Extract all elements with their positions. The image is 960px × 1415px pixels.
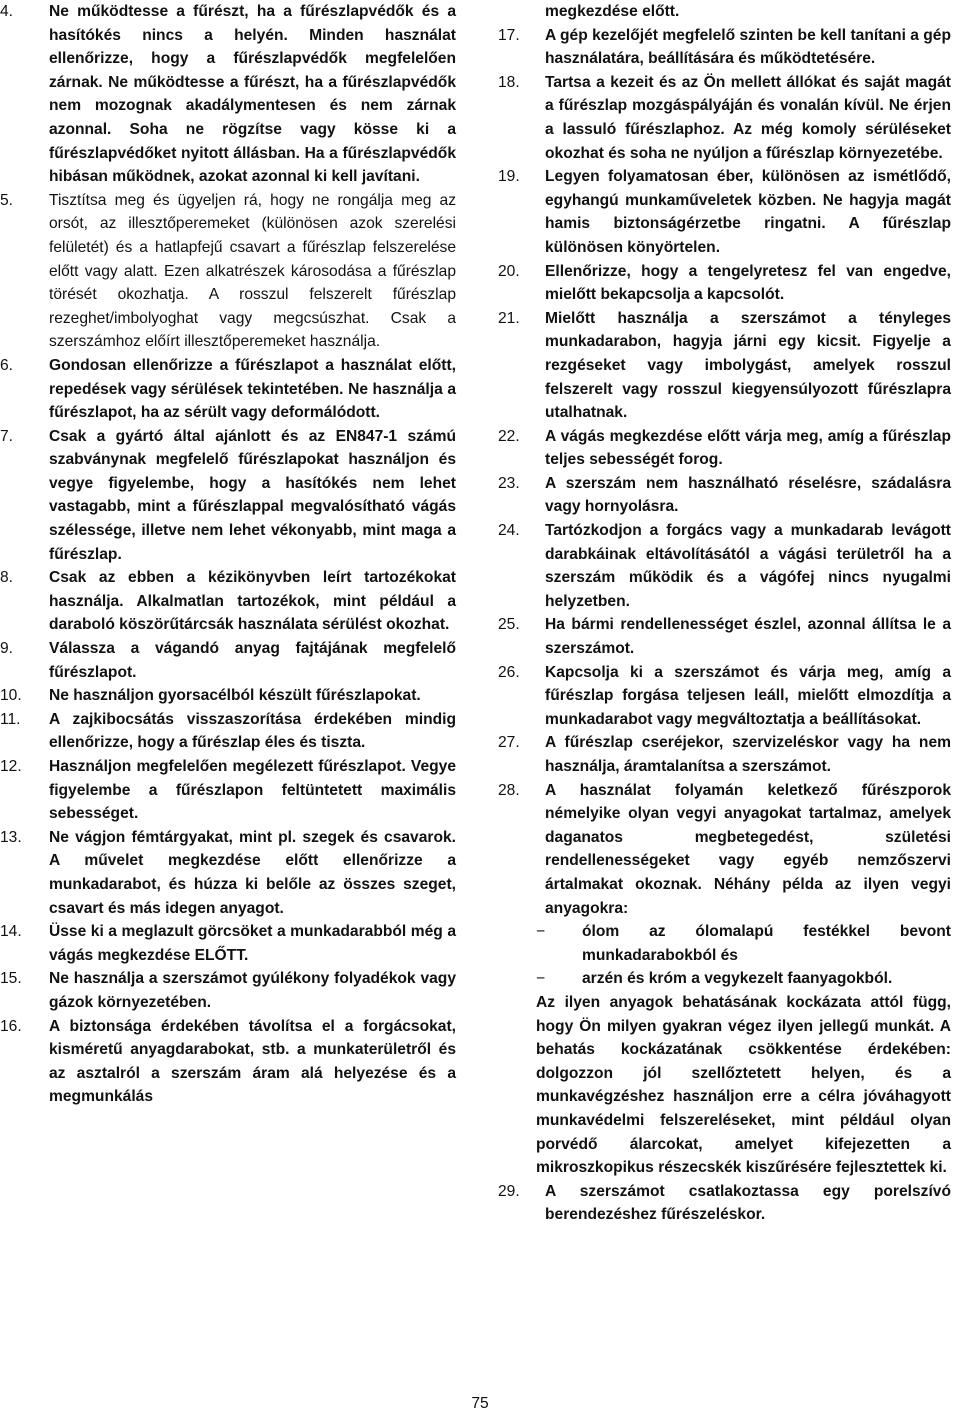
item-text: Üsse ki a meglazult görcsöket a munkadarabból még a vágás megkezdése ELŐTT.: [49, 923, 456, 964]
item-text: Tisztítsa meg és ügyeljen rá, hogy ne rongálja meg az orsót, az illesztőperemeket (különösen azok szerelési felületét) és a hatlapfejű csavart a fűrészlap felszerelése előtt vagy alatt. Ezen alkatrészek károsodása a fűrészlap törését okozhatja. A rosszul felszerelt fűrészlap rezeghet/imbolyoghat vagy megcsúszhat. Csak a szerszámhoz előírt illesztőperemeket használja.: [49, 191, 456, 351]
list-item-9: [0, 637, 456, 684]
item-number: 27.: [498, 734, 520, 752]
list-item-27: [498, 731, 951, 778]
item-number: 16.: [0, 1017, 22, 1035]
sub-item-lead: [536, 920, 951, 967]
left-column: [0, 0, 456, 1109]
item-text: A szerszám nem használható réselésre, szádalásra vagy hornyolásra.: [545, 474, 951, 516]
list-item-8: [0, 566, 456, 637]
item-text: A fűrészlap cseréjekor, szervizeléskor vagy ha nem használja, áramtalanítsa a szerszámot.: [545, 734, 951, 775]
sub-item-text: arzén és króm a vegykezelt faanyagokból.: [582, 970, 893, 988]
item-number: 25.: [498, 616, 520, 634]
item-text: Ne használjon gyorsacélból készült fűrészlapokat.: [49, 687, 421, 705]
item-text: Csak az ebben a kézikönyvben leírt tartozékokat használja. Alkalmatlan tartozékok, mint például a daraboló köszörűtárcsák használata sérülést okozhat.: [49, 569, 456, 634]
sub-item-text: ólom az ólomalapú festékkel bevont munkadarabokból és: [582, 923, 951, 964]
list-item-13: [0, 826, 456, 920]
item-number: 23.: [498, 474, 520, 492]
list-item-22: [498, 425, 951, 472]
item-number: 6.: [0, 356, 14, 374]
item-text: Válassza a vágandó anyag fajtájának megfelelő fűrészlapot.: [49, 640, 456, 681]
item-16-continuation: megkezdése előtt.: [545, 3, 680, 20]
item-number: 24.: [498, 522, 520, 540]
page-number: 75: [471, 1395, 489, 1412]
item-number: 20.: [498, 262, 520, 280]
list-item-23: [498, 472, 951, 519]
item-number: 10.: [0, 687, 22, 705]
list-item-15: [0, 967, 456, 1014]
item-number: 26.: [498, 663, 520, 681]
list-item-4: [0, 0, 456, 189]
list-item-29: [498, 1180, 951, 1227]
item-number: 22.: [498, 427, 520, 445]
list-item-17: [498, 24, 951, 71]
item-text: A szerszámot csatlakoztassa egy porelszívó berendezéshez fűrészeléskor.: [545, 1182, 951, 1224]
item-number: 28.: [498, 781, 520, 799]
item-number: 5.: [0, 191, 14, 209]
item-number: 13.: [0, 828, 22, 846]
item-text: A vágás megkezdése előtt várja meg, amíg a fűrészlap teljes sebességét forog.: [545, 427, 951, 469]
list-item-16: [0, 1015, 456, 1109]
sub-item-arsenic: [536, 967, 951, 991]
item-number: 7.: [0, 427, 14, 445]
item-text: Ne vágjon fémtárgyakat, mint pl. szegek és csavarok. A művelet megkezdése előtt ellenőrizze a munkadarabot, és húzza ki belőle az összes szeget, csavart és más idegen anyagot.: [49, 828, 456, 917]
item-text: Ne használja a szerszámot gyúlékony folyadékok vagy gázok környezetében.: [49, 970, 456, 1011]
list-item-5: [0, 189, 456, 354]
item-number: 17.: [498, 26, 520, 44]
list-item-21: [498, 307, 951, 425]
item-text: A használat folyamán keletkező fűrészporok némelyike olyan vegyi anyagokat tartalmaz, amelyek daganatos megbetegedést, születési rendellenességeket vagy egyéb nemzőszervi ártalmakat okoznak. Néhány példa az ilyen vegyi anyagokra:: [545, 781, 951, 917]
dash-bullet: −: [536, 923, 546, 941]
item-text: Ellenőrizze, hogy a tengelyretesz fel van engedve, mielőtt bekapcsolja a kapcsolót.: [545, 262, 951, 304]
item-number: 19.: [498, 168, 520, 186]
list-item-18: [498, 71, 951, 165]
item-number: 4.: [0, 3, 14, 20]
item-text: A biztonsága érdekében távolítsa el a forgácsokat, kisméretű anyagdarabokat, stb. a munkaterületről és az asztalról a szerszám áram alá helyezése és a megmunkálás: [49, 1017, 456, 1106]
item-text: Gondosan ellenőrizze a fűrészlapot a használat előtt, repedések vagy sérülések tekintetében. Ne használja a fűrészlapot, ha az sérült vagy deformálódott.: [49, 356, 456, 422]
item-text: Csak a gyártó által ajánlott és az EN847-1 számú szabványnak megfelelő fűrészlapokat használjon és vegye figyelembe, hogy a hasítókés nem lehet vastagabb, mint a fűrészlappal megvalósítható vágás szélessége, illetve nem lehet vékonyabb, mint maga a fűrészlap.: [49, 427, 456, 563]
item-text: Ne működtesse a fűrészt, ha a fűrészlapvédők és a hasítókés nincs a helyén. Minden használat ellenőrizze, hogy a fűrészlapvédők megfelelően zárnak. Ne működtesse a fűrészt, ha a fűrészlapvédők nem mozognak akadálymentesen és nem zárnak azonnal. Soha ne rögzítse vagy kösse ki a fűrészlapvédőket nyitott állásban. Ha a fűrészlapvédők hibásan működnek, azokat azonnal ki kell javítani.: [49, 3, 456, 186]
item-text: A gép kezelőjét megfelelő szinten be kell tanítani a gép használatára, beállítására és működtetésére.: [545, 26, 951, 68]
item-text: Használjon megfelelően megélezett fűrészlapot. Vegye figyelembe a fűrészlapon feltüntetett maximális sebességet.: [49, 758, 456, 823]
item-number: 29.: [498, 1182, 520, 1200]
item-number: 18.: [498, 73, 520, 91]
list-item-19: [498, 165, 951, 259]
item-text: A zajkibocsátás visszaszorítása érdekében mindig ellenőrizze, hogy a fűrészlap éles és tiszta.: [49, 710, 456, 752]
item-text: Tartózkodjon a forgács vagy a munkadarab levágott darabkáinak eltávolításától a vágási területről ha a szerszám működik és a vágófej nincs nyugalmi helyzetben.: [545, 522, 951, 610]
list-item-11: [0, 708, 456, 755]
list-item-6: [0, 354, 456, 425]
item-text: Mielőtt használja a szerszámot a tényleges munkadarabon, hagyja járni egy kicsit. Figyelje a rezgéseket vagy imbolygást, amelyek rosszul felszerelt vagy rosszul kiegyensúlyozott fűrészlapra utalhatnak.: [545, 309, 951, 422]
item-text: Ha bármi rendellenességet észlel, azonnal állítsa le a szerszámot.: [545, 616, 951, 658]
list-item-14: [0, 920, 456, 967]
item-number: 21.: [498, 309, 520, 327]
right-column: [498, 0, 951, 1227]
item-28-note: Az ilyen anyagok behatásának kockázata attól függ, hogy Ön milyen gyakran végez ilyen jellegű munkát. A behatás kockázatának csökkentése érdekében: dolgozzon jól szellőztetett helyen, és a munkavégzéshez használjon erre a célra jóváhagyott munkavédelmi felszereléseket, mint például olyan porvédő álarcokat, amelyet kifejezetten a mikroszkopikus részecskék kiszűrésére fejlesztettek ki.: [536, 993, 951, 1177]
dash-bullet: −: [536, 970, 546, 988]
list-item-10: [0, 684, 456, 708]
list-item-24: [498, 519, 951, 613]
item-number: 15.: [0, 970, 22, 988]
list-item-25: [498, 613, 951, 660]
item-number: 12.: [0, 758, 22, 775]
list-item-12: [0, 755, 456, 826]
list-item-20: [498, 260, 951, 307]
item-number: 9.: [0, 640, 14, 658]
item-number: 8.: [0, 569, 14, 587]
list-item-7: [0, 425, 456, 567]
item-number: 11.: [0, 710, 21, 728]
item-text: Kapcsolja ki a szerszámot és várja meg, amíg a fűrészlap forgása teljesen leáll, mielőtt elmozdítja a munkadarabot vagy megváltoztatja a beállításokat.: [545, 663, 951, 728]
item-number: 14.: [0, 923, 22, 941]
item-text: Legyen folyamatosan éber, különösen az ismétlődő, egyhangú munkaműveletek közben. Ne hagyja magát hamis biztonságérzetbe ringatni. A fűrészlap különösen könyörtelen.: [545, 168, 951, 256]
item-text: Tartsa a kezeit és az Ön mellett állókat és saját magát a fűrészlap mozgáspályáján és vonalán kívül. Ne érjen a lassuló fűrészlaphoz. Az még komoly sérüléseket okozhat és soha ne nyúljon a fűrészlap környezetébe.: [545, 73, 951, 162]
list-item-28: [498, 779, 951, 921]
list-item-26: [498, 661, 951, 732]
